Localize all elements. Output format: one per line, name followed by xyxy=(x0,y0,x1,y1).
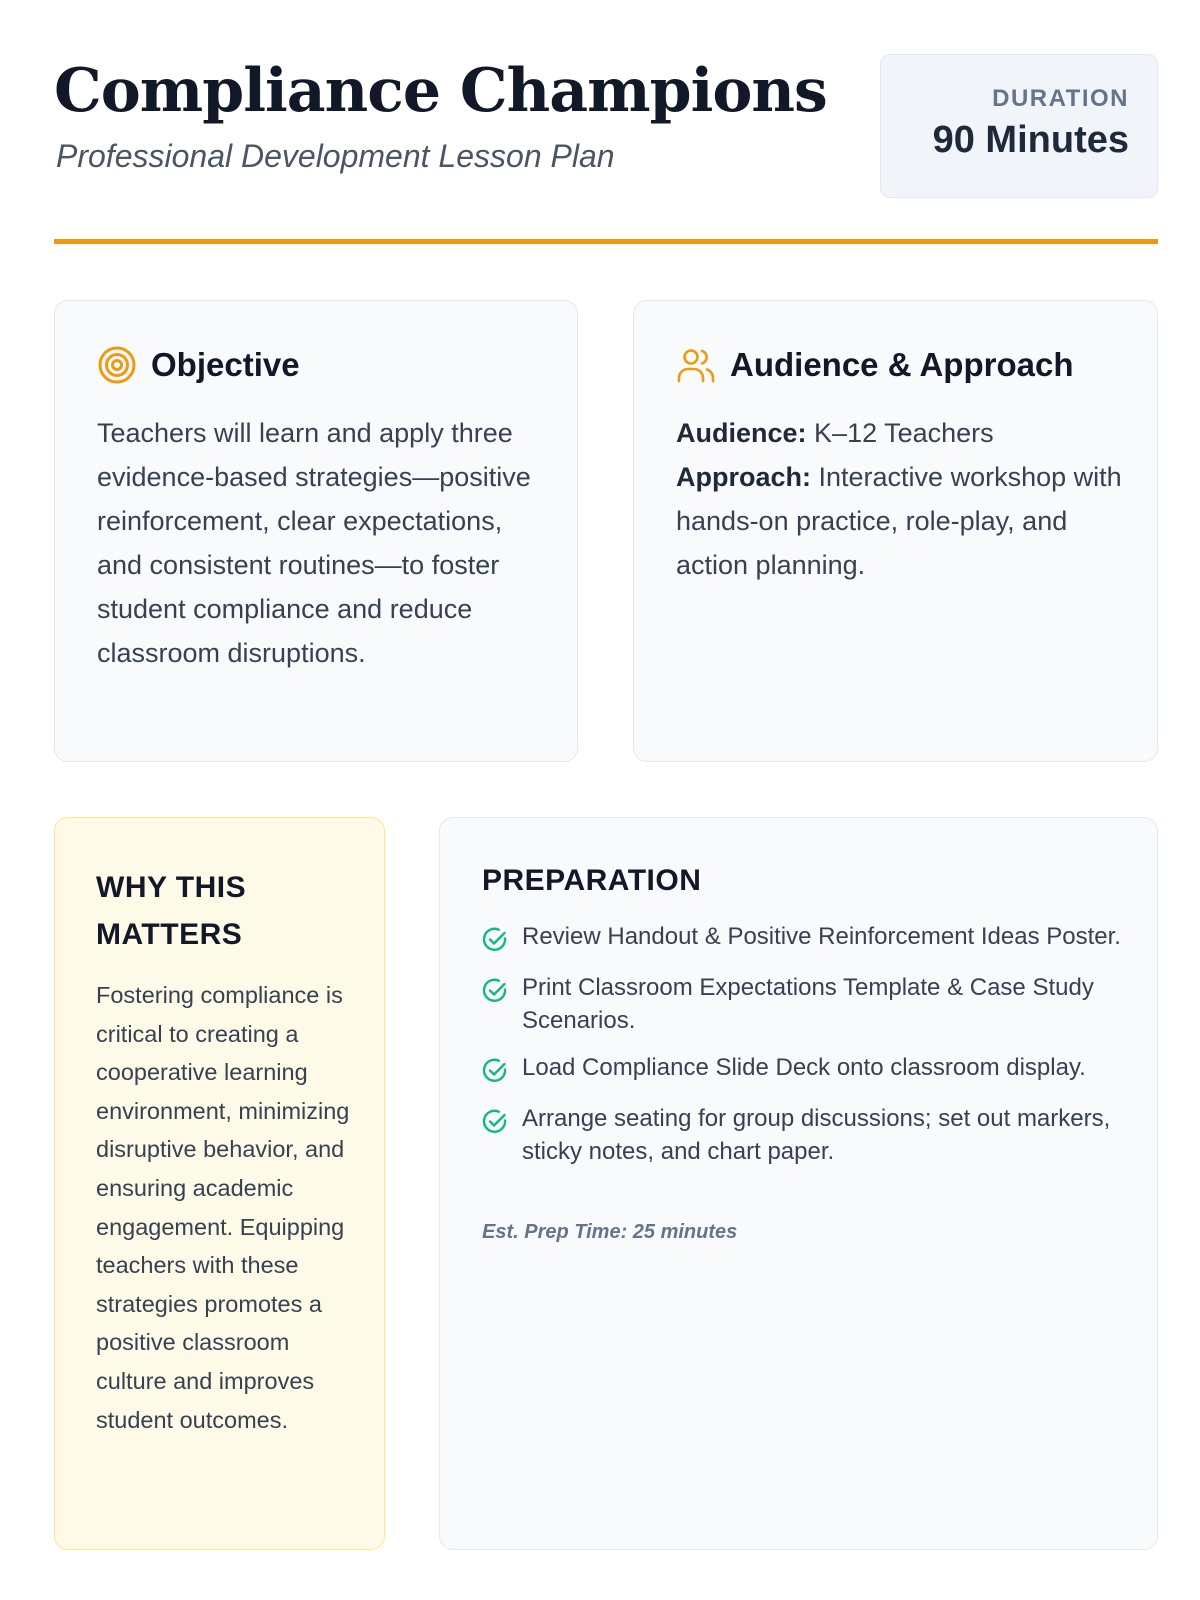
prep-time-note: Est. Prep Time: 25 minutes xyxy=(482,1221,738,1243)
audience-value: K–12 Teachers xyxy=(814,418,994,448)
why-card xyxy=(54,817,385,1550)
list-item xyxy=(482,920,1122,957)
approach-value: Interactive workshop with hands-on practice, role-play, and action planning. xyxy=(676,462,1122,580)
check-circle-icon xyxy=(482,971,508,1008)
check-circle-icon xyxy=(482,1051,508,1088)
why-title: WHY THIS MATTERS xyxy=(96,871,247,951)
list-item xyxy=(482,971,1122,1037)
objective-header xyxy=(97,345,300,385)
page-subtitle: Professional Development Lesson Plan xyxy=(56,138,615,174)
approach-label: Approach: xyxy=(676,462,811,492)
objective-title: Objective xyxy=(151,346,300,383)
preparation-list xyxy=(482,920,1122,1182)
check-circle-icon xyxy=(482,920,508,957)
audience-body xyxy=(676,411,1127,587)
list-item xyxy=(482,1051,1122,1088)
objective-text: Teachers will learn and apply three evidence-based strategies—positive reinforcement, clear expectations, and consistent routines—to foster student compliance and reduce classroom disruptions. xyxy=(97,418,531,668)
list-item xyxy=(482,1102,1122,1168)
preparation-item-text: Arrange seating for group discussions; set out markers, sticky notes, and chart paper. xyxy=(522,1105,1111,1165)
check-circle-icon xyxy=(482,1102,508,1139)
preparation-item-text: Print Classroom Expectations Template & Case Study Scenarios. xyxy=(522,974,1094,1034)
preparation-item-text: Load Compliance Slide Deck onto classroom display. xyxy=(522,1054,1086,1081)
audience-label: Audience: xyxy=(676,418,807,448)
duration-label: DURATION xyxy=(992,85,1129,112)
objective-card xyxy=(54,300,578,762)
page-title: Compliance Champions xyxy=(54,56,827,126)
preparation-title: PREPARATION xyxy=(482,864,702,897)
duration-badge xyxy=(880,54,1158,198)
header xyxy=(54,54,1158,199)
target-icon xyxy=(97,345,137,385)
audience-card xyxy=(633,300,1158,762)
audience-title: Audience & Approach xyxy=(730,346,1074,383)
header-divider xyxy=(54,239,1158,244)
audience-header xyxy=(676,345,1074,385)
why-text: Fostering compliance is critical to creating a cooperative learning environment, minimizing disruptive behavior, and ensuring academic engagement. Equipping teachers with these strategies promotes a positive classroom culture and improves student outcomes. xyxy=(96,982,350,1433)
preparation-item-text: Review Handout & Positive Reinforcement Ideas Poster. xyxy=(522,923,1121,950)
users-icon xyxy=(676,345,716,385)
preparation-card xyxy=(439,817,1158,1550)
duration-value: 90 Minutes xyxy=(932,119,1129,161)
